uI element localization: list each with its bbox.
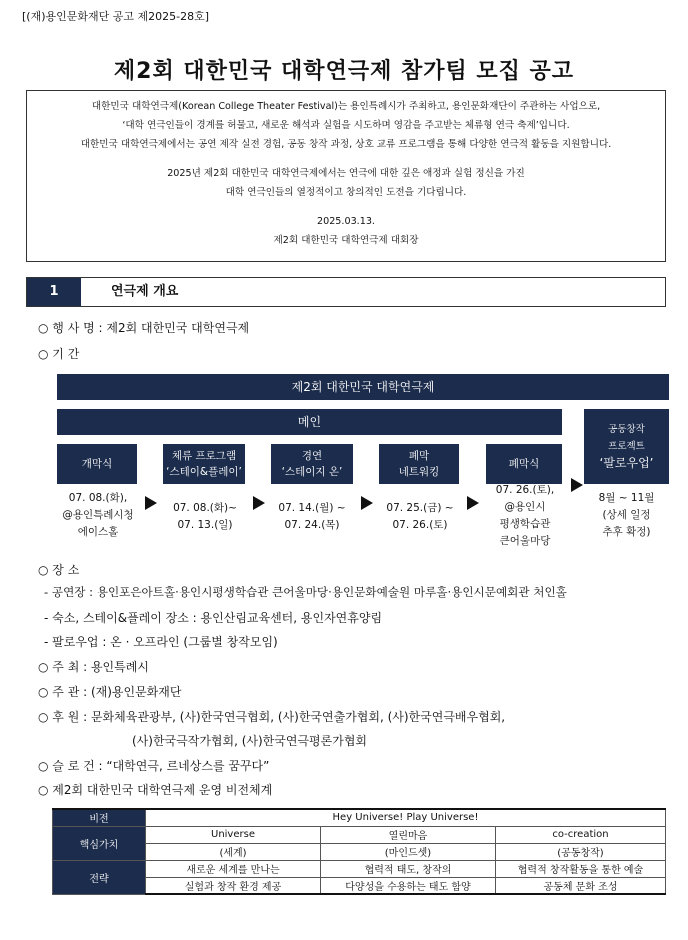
strategy-cell: 새로운 세계를 만나는 — [146, 860, 321, 877]
core-value-sub: (세계) — [146, 843, 321, 860]
stage-box-followup — [584, 409, 669, 484]
stage-box-contest — [271, 444, 353, 484]
date-line: 추후 확정) — [602, 526, 651, 538]
strategy-label: 전략 — [53, 860, 146, 894]
date-line: 07. 08.(화), — [68, 492, 128, 504]
stage-box-stay — [163, 444, 245, 484]
section-title: 연극제 개요 — [111, 284, 179, 299]
stage-label: 경연 — [301, 450, 323, 462]
sponsor-continued: (사)한국극작가협회, (사)한국연극평론가협회 — [132, 734, 368, 748]
place-label: ○ 장 소 — [38, 563, 80, 577]
intro-line: 대학 연극인들의 열정적이고 창의적인 도전을 기다립니다. — [225, 187, 467, 198]
intro-line: 2025년 제2회 대한민국 대학연극제에서는 연극에 대한 깊은 애정과 실험 정신을 가진 — [167, 168, 525, 179]
followup-label: 공동창작 — [608, 424, 645, 435]
place-stay: - 숙소, 스테이&플레이 장소 : 용인산림교육센터, 용인자연휴양림 — [44, 611, 383, 625]
date-line: (상세 일정 — [602, 509, 651, 521]
stage-date-contest — [266, 500, 358, 534]
date-line: 평생학습관 — [499, 518, 551, 530]
place-venue: - 공연장 : 용인포은아트홀·용인시평생학습관 큰어울마당·용인문화예술원 마루홀·용인시문예회관 처인홀 — [44, 585, 567, 599]
stage-sublabel: ‘스테이지 온’ — [281, 466, 343, 478]
vision-value: Hey Universe! Play Universe! — [146, 809, 666, 826]
page-title: 제2회 대한민국 대학연극제 참가팀 모집 공고 — [113, 59, 575, 84]
stage-label: 폐막식 — [508, 458, 540, 470]
followup-label: 프로젝트 — [608, 441, 645, 452]
arrow-right-icon — [361, 496, 373, 510]
arrow-right-icon — [145, 496, 157, 510]
stage-sublabel: 네트워킹 — [398, 466, 440, 478]
core-value-cell: co-creation — [496, 826, 666, 843]
intro-line: 대한민국 대학연극제에서는 공연 제작 실전 경험, 공동 창작 과정, 상호 교류 프로그램을 통해 다양한 연극적 활동을 지원합니다. — [80, 139, 612, 150]
intro-box — [26, 90, 666, 262]
arrow-right-icon — [253, 496, 265, 510]
date-line: 07. 24.(목) — [284, 519, 340, 531]
stage-date-closing — [480, 482, 570, 550]
schedule-main-banner: 메인 — [57, 409, 562, 435]
core-value-sub: (공동창작) — [496, 843, 666, 860]
date-line: 에이스홀 — [77, 526, 119, 538]
intro-signature: 제2회 대한민국 대학연극제 대회장 — [273, 235, 419, 246]
strategy-cell: 공동체 문화 조성 — [496, 877, 666, 894]
stage-date-followup — [584, 490, 669, 541]
period-label: ○ 기 간 — [38, 347, 80, 361]
organizer: ○ 주 관 : (재)용인문화재단 — [38, 685, 182, 699]
strategy-cell: 실험과 창작 환경 제공 — [146, 877, 321, 894]
intro-line: ‘대학 연극인들이 경계를 허물고, 새로운 해석과 실험을 시도하며 영감을 주고받는 체류형 연극 축제’입니다. — [122, 120, 570, 131]
followup-title: ‘팔로우업’ — [599, 456, 654, 470]
stage-date-stay — [160, 500, 250, 534]
stage-box-opening — [57, 444, 137, 484]
date-line: 07. 26.(토) — [392, 519, 448, 531]
core-value-label: 핵심가치 — [53, 826, 146, 860]
arrow-right-icon — [571, 478, 583, 492]
vision-table — [52, 808, 666, 895]
section-number: 1 — [27, 278, 81, 306]
intro-line: 대한민국 대학연극제(Korean College Theater Festival)는 용인특례시가 주최하고, 용인문화재단이 주관하는 사업으로, — [91, 101, 601, 112]
host: ○ 주 최 : 용인특례시 — [38, 660, 149, 674]
stage-label: 체류 프로그램 — [171, 450, 237, 462]
stage-label: 폐막 — [408, 450, 430, 462]
date-line: @용인특례시청 — [62, 509, 134, 521]
core-value-cell: Universe — [146, 826, 321, 843]
core-value-cell: 열린마음 — [321, 826, 496, 843]
date-line: 큰어울마당 — [499, 535, 551, 547]
schedule-banner: 제2회 대한민국 대학연극제 — [57, 374, 669, 400]
intro-date: 2025.03.13. — [317, 216, 375, 227]
section-header — [26, 277, 666, 307]
strategy-cell: 협력적 태도, 창작의 — [321, 860, 496, 877]
stage-date-networking — [374, 500, 466, 534]
date-line: 07. 25.(금) ~ — [386, 502, 454, 514]
slogan: ○ 슬 로 건 : “대학연극, 르네상스를 꿈꾸다” — [38, 759, 270, 773]
strategy-cell: 다양성을 수용하는 태도 함양 — [321, 877, 496, 894]
date-line: 07. 14.(월) ~ — [278, 502, 346, 514]
sponsor: ○ 후 원 : 문화체육관광부, (사)한국연극협회, (사)한국연출가협회, (사)한국연극배우협회, — [38, 710, 506, 724]
date-line: 07. 13.(일) — [177, 519, 233, 531]
stage-sublabel: ‘스테이&플레이’ — [166, 466, 242, 478]
date-line: 07. 26.(토), — [495, 484, 555, 496]
date-line: @용인시 — [504, 501, 546, 513]
strategy-cell: 협력적 창작활동을 통한 예술 — [496, 860, 666, 877]
stage-box-networking — [379, 444, 459, 484]
core-value-sub: (마인드셋) — [321, 843, 496, 860]
date-line: 07. 08.(화)~ — [173, 502, 237, 514]
stage-label: 개막식 — [81, 458, 113, 470]
notice-number: [(재)용인문화재단 공고 제2025-28호] — [22, 10, 210, 23]
place-followup: - 팔로우업 : 온 · 오프라인 (그룹별 창작모임) — [44, 635, 278, 649]
event-name: ○ 행 사 명 : 제2회 대한민국 대학연극제 — [38, 321, 250, 335]
vision-heading: ○ 제2회 대한민국 대학연극제 운영 비전체계 — [38, 783, 273, 797]
arrow-right-icon — [467, 496, 479, 510]
stage-date-opening — [52, 490, 144, 541]
stage-box-closing — [486, 444, 562, 484]
vision-label: 비전 — [53, 809, 146, 826]
date-line: 8월 ~ 11월 — [598, 492, 655, 504]
